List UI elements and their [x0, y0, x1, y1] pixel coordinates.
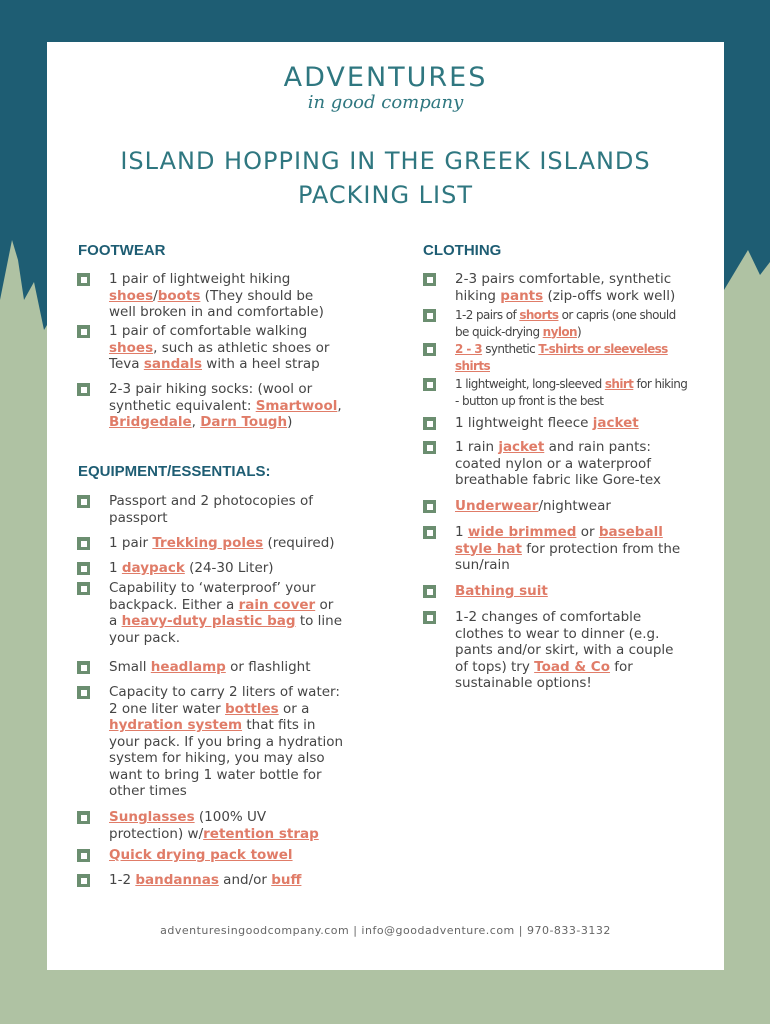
item-text: [109, 684, 343, 799]
item-text-segment: for protection from the sun/rain: [455, 540, 681, 573]
item-text-segment: (100% UV protection) w/: [109, 809, 267, 842]
equipment-item-6: [109, 684, 344, 800]
item-text-segment: 1 pair of comfortable walking: [109, 323, 308, 339]
product-link[interactable]: Darn Tough: [200, 414, 288, 430]
clothing-item-1: [455, 271, 690, 304]
item-text: [455, 342, 668, 373]
item-text-segment: (zip-offs work well): [543, 287, 676, 304]
checkbox-icon[interactable]: [77, 582, 90, 595]
product-link[interactable]: Toad & Co: [534, 658, 610, 675]
product-link[interactable]: baseball style hat: [455, 524, 663, 557]
equipment-item-5: [109, 659, 344, 676]
item-text: [455, 439, 661, 488]
item-text-segment: (required): [263, 535, 335, 551]
item-text-segment: 1-2 pairs of: [455, 308, 520, 322]
equipment-item-2: [109, 535, 344, 552]
item-text: [455, 415, 639, 431]
equipment-item-3: [109, 560, 344, 577]
item-text-segment: , such as athletic shoes or Teva: [109, 339, 330, 372]
checkbox-icon[interactable]: [77, 273, 90, 286]
item-text-segment: 1-2: [109, 872, 136, 888]
clothing-item-6: [455, 439, 690, 489]
product-link[interactable]: daypack: [121, 560, 185, 576]
item-text-segment: 1-2 changes of comfortable clothes to wear to dinner (e.g. pants and/or skirt, with a couple of tops) try: [455, 609, 674, 675]
title-line-1: ISLAND HOPPING IN THE GREEK ISLANDS: [120, 147, 651, 175]
checkbox-icon[interactable]: [77, 686, 90, 699]
item-text-segment: 1 pair of lightweight hiking: [109, 271, 291, 287]
item-text: [109, 381, 342, 430]
item-text-segment: /nightwear: [538, 498, 611, 514]
footwear-heading: FOOTWEAR: [78, 242, 166, 259]
item-text: [455, 583, 548, 599]
checkbox-icon[interactable]: [77, 661, 90, 674]
item-text-segment: Capability to ‘waterproof’ your backpack. Either a: [109, 580, 316, 613]
item-text-segment: that fits in your pack. If you bring a hydration system for hiking, you may also want to bring 1 water bottle for other times: [109, 717, 344, 799]
product-link[interactable]: buff: [271, 872, 302, 888]
clothing-item-8: [455, 524, 690, 574]
product-link[interactable]: 2 - 3: [455, 342, 483, 356]
checkbox-icon[interactable]: [423, 441, 436, 454]
item-text: [455, 498, 611, 514]
equipment-heading: EQUIPMENT/ESSENTIALS:: [78, 463, 271, 480]
product-link[interactable]: jacket: [592, 415, 639, 431]
item-text-segment: ,: [337, 397, 342, 414]
item-text-segment: for sustainable options!: [455, 658, 633, 691]
clothing-item-5: [455, 415, 690, 432]
product-link[interactable]: rain cover: [238, 596, 316, 613]
checkbox-icon[interactable]: [423, 273, 436, 286]
checkbox-icon[interactable]: [77, 811, 90, 824]
item-text-segment: /: [153, 287, 158, 304]
equipment-item-7: [109, 809, 344, 842]
footer-contact: adventuresingoodcompany.com | info@goodadventure.com | 970-833-3132: [160, 924, 611, 937]
product-link[interactable]: heavy-duty plastic bag: [121, 613, 296, 629]
item-text-segment: Small: [109, 659, 151, 675]
product-link[interactable]: shirt: [604, 377, 634, 391]
product-link[interactable]: wide brimmed: [467, 524, 577, 540]
product-link[interactable]: bandannas: [135, 872, 219, 888]
equipment-item-9: [109, 872, 344, 889]
product-link[interactable]: sandals: [143, 356, 203, 372]
item-text-segment: with a heel strap: [202, 356, 320, 372]
footwear-item-2: [109, 323, 344, 373]
product-link[interactable]: Quick drying pack towel: [109, 847, 293, 863]
product-link[interactable]: Sunglasses: [109, 809, 195, 825]
product-link[interactable]: shoes: [109, 287, 154, 304]
item-text: [455, 609, 673, 691]
item-text-segment: or a: [278, 700, 310, 717]
checkbox-icon[interactable]: [77, 495, 90, 508]
product-link[interactable]: Bathing suit: [455, 583, 548, 599]
checkbox-icon[interactable]: [77, 874, 90, 887]
item-text-segment: or flashlight: [225, 659, 311, 675]
checkbox-icon[interactable]: [423, 500, 436, 513]
item-text: [455, 377, 687, 408]
checkbox-icon[interactable]: [77, 562, 90, 575]
checkbox-icon[interactable]: [423, 526, 436, 539]
product-link[interactable]: headlamp: [150, 659, 226, 675]
logo-adventures: ADVENTURES: [283, 62, 488, 93]
item-text-segment: ): [576, 324, 582, 339]
product-link[interactable]: Bridgedale: [109, 414, 192, 430]
item-text: [109, 659, 311, 675]
item-text-segment: ): [287, 414, 293, 430]
product-link[interactable]: retention strap: [203, 825, 319, 842]
item-text-segment: (24-30 Liter): [184, 560, 274, 576]
item-text: [455, 271, 675, 304]
product-link[interactable]: pants: [500, 287, 544, 304]
clothing-item-3: [455, 341, 690, 374]
item-text: [109, 580, 342, 646]
item-text: [109, 323, 329, 372]
item-text-segment: to line your pack.: [109, 613, 343, 646]
product-link[interactable]: jacket: [498, 439, 545, 455]
packing-list-sheet: [47, 42, 724, 970]
item-text: [109, 872, 301, 888]
equipment-item-1: [109, 493, 344, 526]
product-link[interactable]: hydration system: [109, 717, 243, 733]
item-text-segment: and rain pants: coated nylon or a waterproof breathable fabric like Gore-tex: [455, 439, 661, 488]
checkbox-icon[interactable]: [423, 417, 436, 430]
footwear-item-1: [109, 271, 344, 321]
item-text-segment: 1: [109, 560, 122, 576]
item-text: [109, 560, 274, 576]
item-text: [455, 524, 680, 573]
product-link[interactable]: T-shirts or sleeveless shirts: [455, 342, 668, 373]
product-link[interactable]: nylon: [542, 324, 577, 339]
item-text-segment: and/or: [218, 872, 272, 888]
item-text-segment: 1 lightweight, long-sleeved: [455, 377, 605, 391]
page-title: [47, 144, 724, 212]
checkbox-icon[interactable]: [77, 537, 90, 550]
product-link[interactable]: shoes: [109, 339, 154, 356]
item-text-segment: (They should be well broken in and comfortable): [109, 287, 324, 320]
item-text-segment: 1: [455, 524, 468, 540]
item-text-segment: or: [576, 524, 599, 540]
checkbox-icon[interactable]: [423, 309, 436, 322]
product-link[interactable]: Trekking poles: [152, 535, 264, 551]
clothing-item-2: [455, 307, 690, 340]
checkbox-icon[interactable]: [423, 611, 436, 624]
checkbox-icon[interactable]: [77, 325, 90, 338]
footwear-item-3: [109, 381, 344, 431]
checkbox-icon[interactable]: [423, 343, 436, 356]
item-text-segment: synthetic: [482, 342, 539, 356]
item-text-segment: 1 rain: [455, 439, 499, 455]
item-text: [109, 847, 293, 863]
item-text-segment: Capacity to carry 2 liters of water: 2 one liter water: [109, 684, 340, 717]
clothing-item-9: [455, 583, 690, 600]
clothing-item-7: [455, 498, 690, 515]
item-text: [455, 308, 676, 339]
product-link[interactable]: boots: [157, 287, 201, 304]
checkbox-icon[interactable]: [423, 585, 436, 598]
checkbox-icon[interactable]: [77, 383, 90, 396]
item-text: [109, 493, 313, 526]
item-text-segment: 2-3 pairs comfortable, synthetic hiking: [455, 271, 672, 304]
equipment-item-4: [109, 580, 344, 646]
product-link[interactable]: Smartwool: [255, 397, 338, 414]
product-link[interactable]: shorts: [519, 308, 559, 322]
clothing-heading: CLOTHING: [423, 242, 502, 259]
item-text-segment: 1 pair: [109, 535, 153, 551]
item-text-segment: 1 lightweight fleece: [455, 415, 593, 431]
item-text-segment: 2-3 pair hiking socks: (wool or synthetic equivalent:: [109, 381, 313, 414]
product-link[interactable]: Underwear: [455, 498, 539, 514]
title-line-2: PACKING LIST: [297, 181, 474, 209]
item-text: [109, 809, 319, 842]
item-text-segment: for hiking - button up front is the best: [455, 377, 688, 408]
item-text: [109, 271, 324, 320]
item-text-segment: or capris (one should be quick-drying: [455, 308, 676, 339]
item-text-segment: Passport and 2 photocopies of passport: [109, 493, 313, 526]
checkbox-icon[interactable]: [423, 378, 436, 391]
logo-tagline: in good company: [307, 92, 464, 113]
item-text-segment: or a: [109, 596, 334, 629]
clothing-item-4: [455, 376, 690, 409]
clothing-item-10: [455, 609, 690, 692]
item-text: [109, 535, 335, 551]
checkbox-icon[interactable]: [77, 849, 90, 862]
item-text-segment: ,: [191, 414, 201, 430]
equipment-item-8: [109, 847, 344, 864]
product-link[interactable]: bottles: [225, 700, 279, 717]
